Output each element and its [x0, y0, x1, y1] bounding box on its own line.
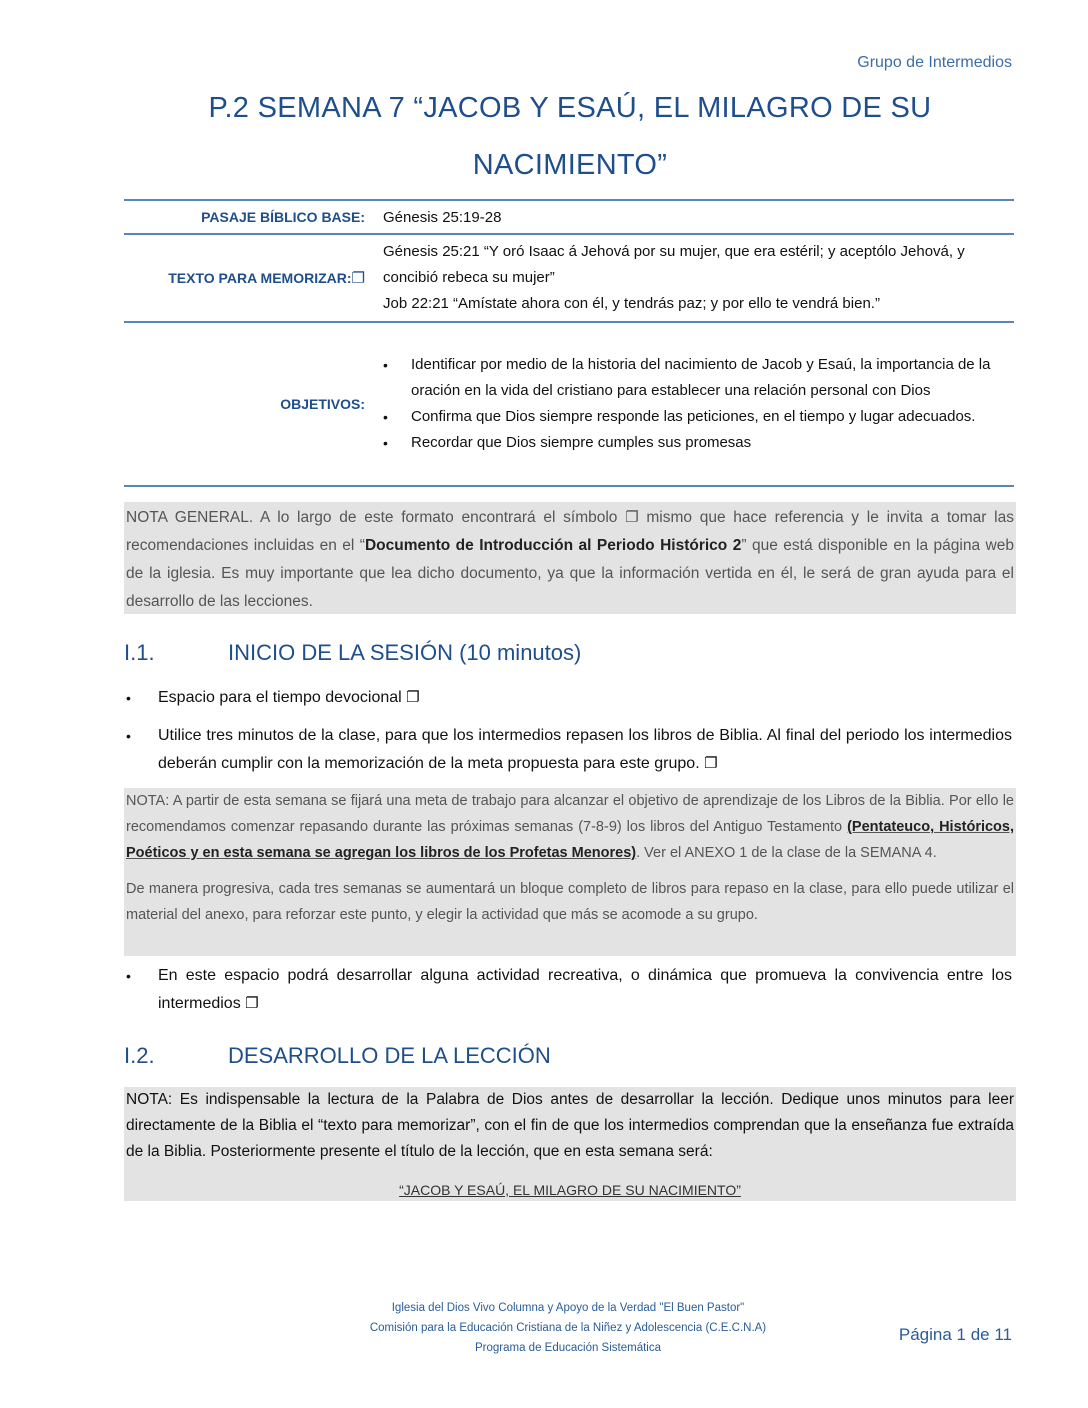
list-item: • Identificar por medio de la historia del nacimiento de Jacob y Esaú, la importancia de la oración en la vida del cristiano para establecer una relación personal con Dios — [383, 352, 1013, 404]
books-note-box — [124, 788, 1016, 956]
table-row — [124, 322, 1014, 486]
document-icon: ❐ — [625, 509, 639, 526]
bullet-icon: • — [126, 728, 131, 744]
books-note-paragraph-1 — [126, 788, 1014, 866]
memorizar-line-1: Génesis 25:21 “Y oró Isaac á Jehová por su mujer, que era estéril; y aceptólo Jehová, y concibió rebeca su mujer” — [383, 243, 965, 286]
pasaje-value: Génesis 25:19-28 — [375, 200, 1014, 234]
memorizar-line-2: Job 22:21 “Amístate ahora con él, y tendrás paz; y por ello te vendrá bien.” — [383, 295, 880, 312]
table-row — [124, 234, 1014, 322]
page-footer — [124, 1298, 1012, 1358]
footer-line-3: Programa de Educación Sistemática — [474, 1342, 661, 1354]
list-item — [124, 962, 1012, 1018]
section-title: INICIO DE LA SESIÓN (10 minutos) — [228, 640, 582, 665]
document-icon: ❐ — [406, 689, 420, 706]
table-row — [124, 200, 1014, 234]
bullet-text: En este espacio podrá desarrollar alguna actividad recreativa, o dinámica que promueva la convivencia entre los intermedios — [158, 967, 1012, 1012]
bullet-text: Espacio para el tiempo devocional — [158, 689, 402, 706]
list-item: • Recordar que Dios siempre cumples sus promesas — [383, 430, 1013, 456]
books-note-paragraph-2: De manera progresiva, cada tres semanas se aumentará un bloque completo de libros para repaso en la clase, para ello puede utilizar el material del anexo, para reforzar este punto, y elegir la actividad que más se acomode a su grupo. — [126, 881, 1014, 923]
section-title: DESARROLLO DE LA LECCIÓN — [228, 1043, 551, 1068]
general-note-document-name: Documento de Introducción al Periodo Histórico 2 — [364, 537, 742, 554]
general-note-part2: mismo que hace referencia y le invita a tomar las recomendaciones incluidas en el “ — [126, 509, 1014, 554]
objetivos-label: OBJETIVOS: — [124, 322, 375, 486]
general-note-box — [124, 502, 1016, 614]
objetivos-list — [383, 352, 1013, 456]
books-note-highlight: (Pentateuco, Históricos, Poéticos y en esta semana se agregan los libros de los Profetas Menores) — [126, 819, 1015, 861]
page-title: P.2 SEMANA 7 “JACOB Y ESAÚ, EL MILAGRO DE SU NACIMIENTO” — [208, 92, 932, 181]
general-note-part1: NOTA GENERAL. A lo largo de este formato encontrará el símbolo — [126, 509, 618, 526]
memorizar-value — [375, 234, 1014, 322]
header-group-label: Grupo de Intermedios — [857, 54, 1012, 71]
list-item: • Confirma que Dios siempre responde las peticiones, en el tiempo y lugar adecuados. — [383, 404, 1013, 430]
memorizar-label-cell — [124, 234, 375, 322]
page-number: Página 1 de 11 — [898, 1325, 1012, 1344]
memorizar-label: TEXTO PARA MEMORIZAR: — [168, 270, 352, 286]
list-item — [124, 722, 1012, 778]
section-number: I.1. — [124, 640, 155, 665]
footer-line-2: Comisión para la Educación Cristiana de la Niñez y Adolescencia (C.E.C.N.A) — [369, 1322, 767, 1334]
document-icon: ❐ — [351, 270, 365, 287]
bullet-icon: • — [126, 690, 131, 706]
document-icon: ❐ — [704, 755, 718, 772]
objetivos-value — [375, 322, 1014, 486]
bullet-text: Utilice tres minutos de la clase, para que los intermedios repasen los libros de Biblia. Al final del periodo los intermedios deberán cumplir con la memorización de la meta propuesta para este grupo. — [158, 727, 1012, 772]
lesson-note-text: NOTA: Es indispensable la lectura de la Palabra de Dios antes de desarrollar la lección. Dedique unos minutos para leer directamente de la Biblia el “texto para memorizar”, con el fin de que los intermedios comprendan que la enseñanza fue extraída de la Biblia. Posteriormente presente el título de la lección, que en esta semana será: — [126, 1091, 1014, 1160]
general-note-part3: ” que está disponible en la página web de la iglesia. Es muy importante que lea dicho documento, ya que la información vertida en él, le será de gran ayuda para el desarrollo de las lecciones. — [126, 537, 1014, 610]
footer-line-1: Iglesia del Dios Vivo Columna y Apoyo de la Verdad "El Buen Pastor" — [391, 1302, 745, 1314]
section-heading-inicio — [124, 640, 581, 666]
lesson-info-table — [124, 199, 1014, 487]
section-number: I.2. — [124, 1043, 155, 1068]
books-note-text-a: NOTA: A partir de esta semana se fijará una meta de trabajo para alcanzar el objetivo de aprendizaje de los Libros de la Biblia. Por ello le recomendamos comenzar repasando durante las próximas semanas (7-8-9) los libros del Antiguo Testamento — [126, 793, 1014, 835]
books-note-text-b: . Ver el ANEXO 1 de la clase de la SEMANA 4. — [636, 845, 937, 861]
pasaje-label: PASAJE BÍBLICO BASE: — [124, 200, 375, 234]
lesson-note-box — [124, 1087, 1016, 1201]
list-item — [124, 684, 1012, 712]
section-heading-desarrollo — [124, 1043, 551, 1069]
document-icon: ❐ — [245, 995, 259, 1012]
lesson-title: “JACOB Y ESAÚ, EL MILAGRO DE SU NACIMIENTO” — [399, 1182, 741, 1198]
bullet-icon: • — [126, 968, 131, 984]
general-note-text — [126, 502, 1014, 616]
